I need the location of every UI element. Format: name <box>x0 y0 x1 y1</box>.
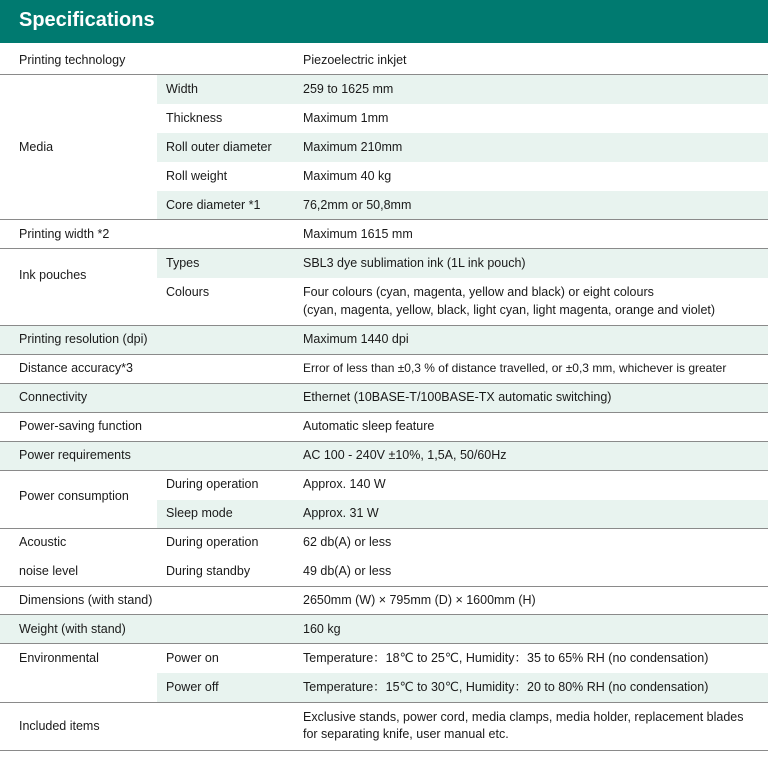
power-saving-value: Automatic sleep feature <box>303 419 435 433</box>
media-core-diameter-label: Core diameter *1 <box>166 198 261 212</box>
distance-accuracy-label: Distance accuracy*3 <box>19 361 133 375</box>
weight-label: Weight (with stand) <box>19 622 126 636</box>
power-operation-label: During operation <box>166 477 259 491</box>
environmental-power-on-label: Power on <box>166 651 219 665</box>
power-consumption-label: Power consumption <box>19 489 129 503</box>
media-roll-outer-diameter-value: Maximum 210mm <box>303 140 403 154</box>
ink-colours-value-line1: Four colours (cyan, magenta, yellow and black) or eight colours <box>303 285 654 299</box>
media-roll-weight-label: Roll weight <box>166 169 228 183</box>
power-requirements-value: AC 100 - 240V ±10%, 1,5A, 50/60Hz <box>303 448 507 462</box>
media-width-value: 259 to 1625 mm <box>303 82 394 96</box>
included-items-value-line2: for separating knife, user manual etc. <box>303 727 509 741</box>
row-divider <box>0 643 768 644</box>
media-thickness-value: Maximum 1mm <box>303 111 389 125</box>
noise-level-value: 49 db(A) or less <box>303 564 392 578</box>
row-shade <box>157 500 768 529</box>
row-divider <box>0 441 768 442</box>
row-divider <box>0 528 768 529</box>
row-divider <box>0 470 768 471</box>
media-roll-outer-diameter-label: Roll outer diameter <box>166 140 272 154</box>
row-divider <box>0 325 768 326</box>
media-width-label: Width <box>166 82 198 96</box>
included-items-label: Included items <box>19 719 100 733</box>
printing-resolution-value: Maximum 1440 dpi <box>303 332 409 346</box>
row-shade <box>157 75 768 104</box>
specifications-header <box>0 0 768 43</box>
printing-resolution-label: Printing resolution (dpi) <box>19 332 148 346</box>
media-roll-weight-value: Maximum 40 kg <box>303 169 392 183</box>
power-saving-label: Power-saving function <box>19 419 142 433</box>
row-divider <box>0 586 768 587</box>
acoustic-label: Acoustic <box>19 535 67 549</box>
printing-width-value: Maximum 1615 mm <box>303 227 413 241</box>
row-divider <box>0 614 768 615</box>
power-operation-value: Approx. 140 W <box>303 477 386 491</box>
ink-types-label: Types <box>166 256 200 270</box>
power-requirements-label: Power requirements <box>19 448 131 462</box>
connectivity-value: Ethernet (10BASE-T/100BASE-TX automatic switching) <box>303 390 612 404</box>
row-divider <box>0 354 768 355</box>
media-core-diameter-value: 76,2mm or 50,8mm <box>303 198 412 212</box>
row-divider <box>0 750 768 751</box>
acoustic-sub-label: During operation <box>166 535 259 549</box>
environmental-power-off-value: Temperature：15℃ to 30℃, Humidity：20 to 80% RH (no condensation) <box>303 680 709 694</box>
environmental-power-off-label: Power off <box>166 680 219 694</box>
page-title: Specifications <box>19 9 155 31</box>
printing-technology-label: Printing technology <box>19 53 126 67</box>
environmental-label: Environmental <box>19 651 99 665</box>
ink-colours-value-line2: (cyan, magenta, yellow, black, light cyan, light magenta, orange and violet) <box>303 303 716 317</box>
media-thickness-label: Thickness <box>166 111 223 125</box>
weight-value: 160 kg <box>303 622 341 636</box>
connectivity-label: Connectivity <box>19 390 88 404</box>
distance-accuracy-value: Error of less than ±0,3 % of distance travelled, or ±0,3 mm, whichever is greater <box>303 361 727 375</box>
row-divider <box>0 248 768 249</box>
row-divider <box>0 74 768 75</box>
media-label: Media <box>19 140 54 154</box>
acoustic-value: 62 db(A) or less <box>303 535 392 549</box>
row-divider <box>0 702 768 703</box>
ink-types-value: SBL3 dye sublimation ink (1L ink pouch) <box>303 256 526 270</box>
noise-level-label: noise level <box>19 564 79 578</box>
noise-level-sub-label: During standby <box>166 564 251 578</box>
power-sleep-value: Approx. 31 W <box>303 506 379 520</box>
printing-technology-value: Piezoelectric inkjet <box>303 53 407 67</box>
dimensions-label: Dimensions (with stand) <box>19 593 153 607</box>
printing-width-label: Printing width *2 <box>19 227 110 241</box>
dimensions-value: 2650mm (W) × 795mm (D) × 1600mm (H) <box>303 593 536 607</box>
row-divider <box>0 383 768 384</box>
row-divider <box>0 219 768 220</box>
environmental-power-on-value: Temperature：18℃ to 25℃, Humidity：35 to 65% RH (no condensation) <box>303 651 709 665</box>
included-items-value-line1: Exclusive stands, power cord, media clamps, media holder, replacement blades <box>303 710 744 724</box>
row-divider <box>0 412 768 413</box>
ink-pouches-label: Ink pouches <box>19 268 87 282</box>
ink-colours-label: Colours <box>166 285 210 299</box>
power-sleep-label: Sleep mode <box>166 506 233 520</box>
